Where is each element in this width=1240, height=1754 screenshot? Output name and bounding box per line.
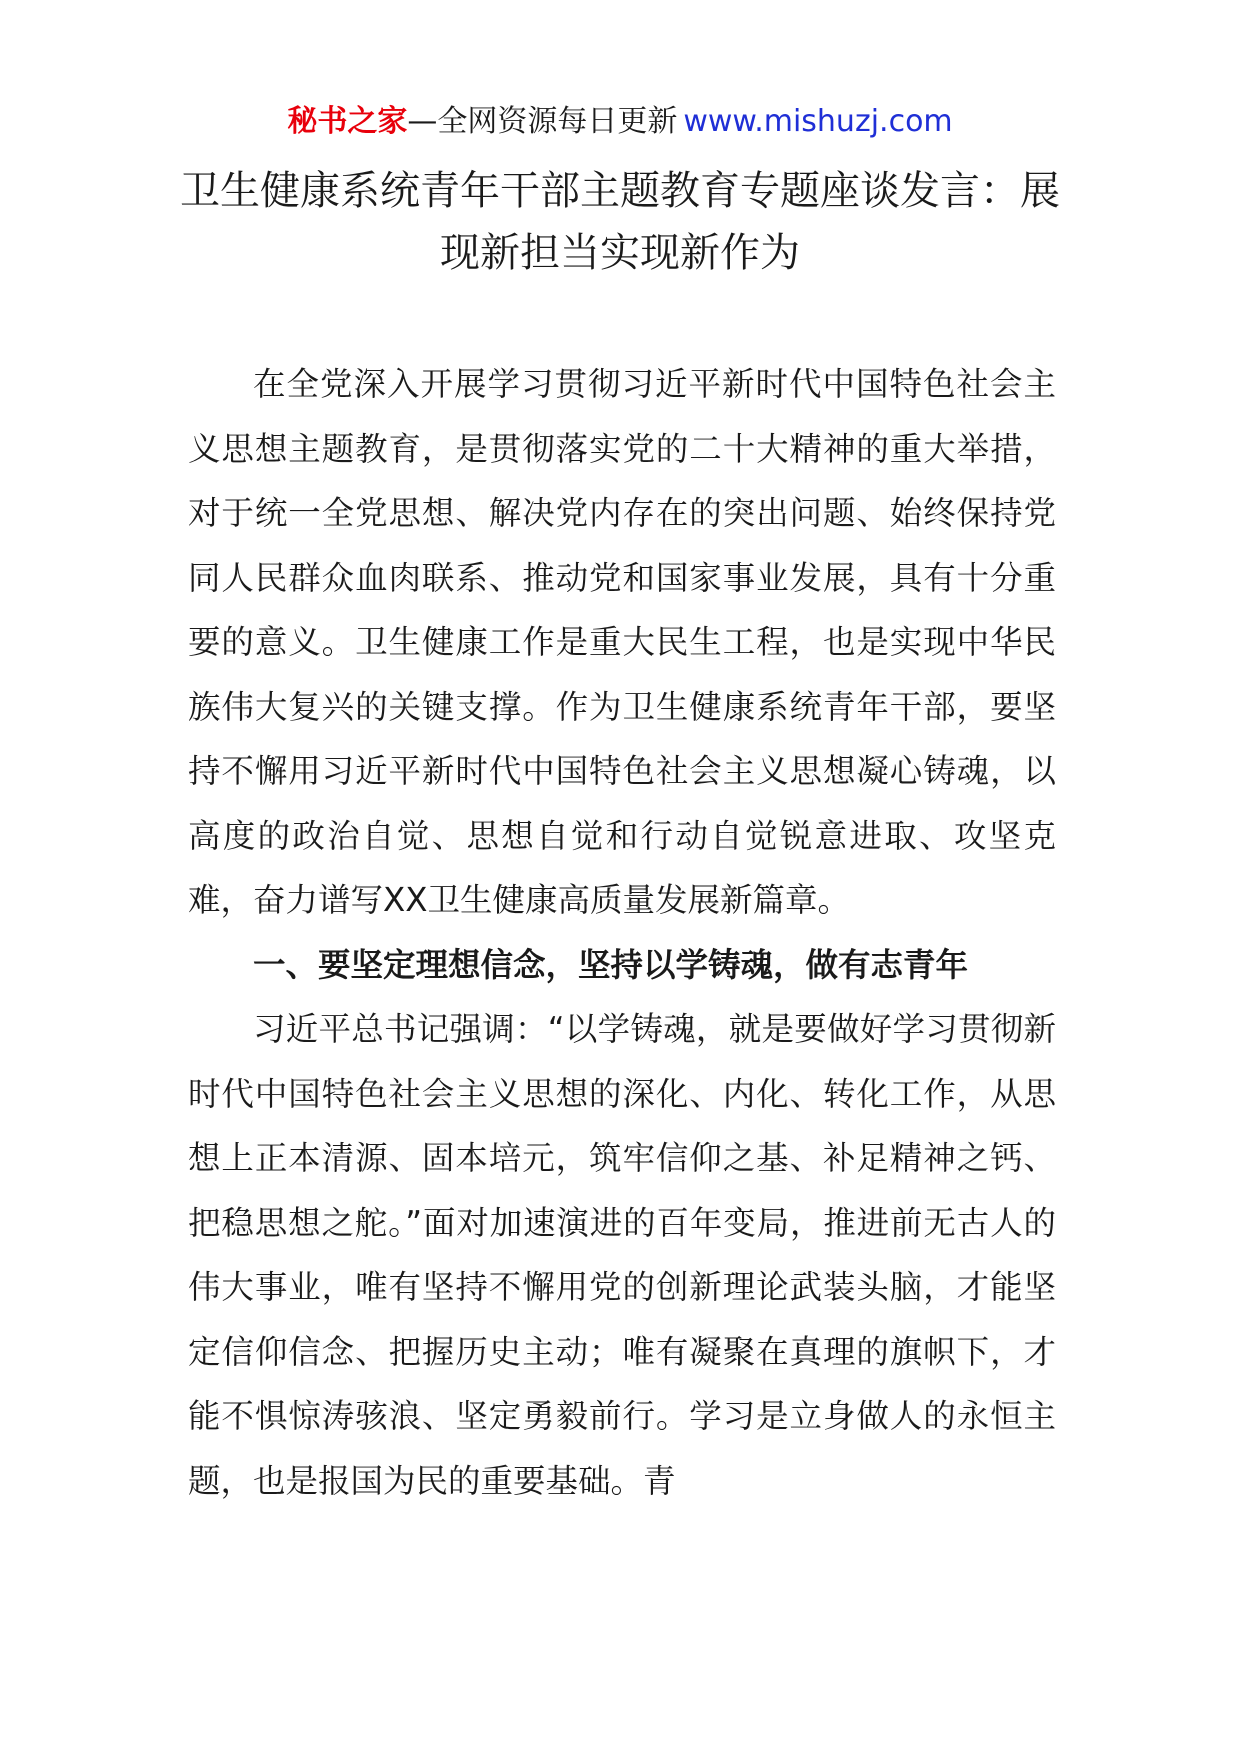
- section-paragraph: 习近平总书记强调：“以学铸魂，就是要做好学习贯彻新时代中国特色社会主义思想的深化、内化、转化工作，从思想上正本清源、固本培元，筑牢信仰之基、补足精神之钙、把稳思想之舵。”面对加速演进的百年变局，推进前无古人的伟大事业，唯有坚持不懈用党的创新理论武装头脑，才能坚定信仰信念、把握历史主动；唯有凝聚在真理的旗帜下，才能不惧惊涛骇浪、坚定勇毅前行。学习是立身做人的永恒主题，也是报国为民的重要基础。青: [188, 1010, 1056, 1500]
- document-title: 卫生健康系统青年干部主题教育专题座谈发言：展现新担当实现新作为: [180, 168, 1060, 276]
- header-slogan: —全网资源每日更新: [407, 104, 678, 139]
- brand-name: 秘书之家: [287, 104, 408, 139]
- site-header: [0, 100, 1240, 144]
- section-heading: 一、要坚定理想信念，坚持以学铸魂，做有志青年: [253, 945, 969, 984]
- site-url-link[interactable]: www.mishuzj.com: [683, 104, 953, 139]
- document-body: [188, 352, 1056, 1513]
- intro-paragraph: 在全党深入开展学习贯彻习近平新时代中国特色社会主义思想主题教育，是贯彻落实党的二十大精神的重大举措，对于统一全党思想、解决党内存在的突出问题、始终保持党同人民群众血肉联系、推动党和国家事业发展，具有十分重要的意义。卫生健康工作是重大民生工程，也是实现中华民族伟大复兴的关键支撑。作为卫生健康系统青年干部，要坚持不懈用习近平新时代中国特色社会主义思想凝心铸魂，以高度的政治自觉、思想自觉和行动自觉锐意进取、攻坚克难，奋力谱写XX卫生健康高质量发展新篇章。: [188, 365, 1056, 919]
